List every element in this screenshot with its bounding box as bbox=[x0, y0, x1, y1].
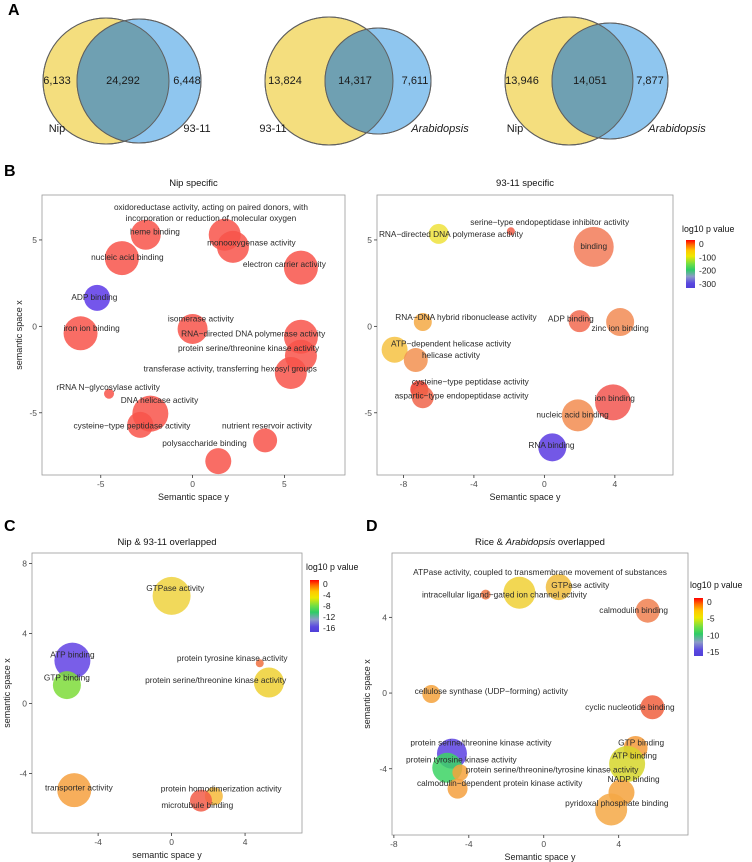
bubble-label: transferase activity, transferring hexosyl groups bbox=[143, 363, 317, 374]
x-tick-label: -4 bbox=[465, 839, 473, 849]
legend-tick-label: 0 bbox=[699, 239, 704, 249]
bubble bbox=[64, 316, 98, 350]
bubble-label: protein tyrosine kinase activity bbox=[405, 754, 517, 765]
bubble-label: pyridoxal phosphate binding bbox=[565, 797, 669, 808]
legend-tick-label: 0 bbox=[323, 579, 328, 589]
venn-nip-vs-arabidopsis bbox=[490, 12, 720, 162]
bubble-label: transporter activity bbox=[44, 782, 113, 793]
x-tick-label: 4 bbox=[242, 837, 248, 847]
legend-tick-label: -15 bbox=[707, 647, 720, 657]
chart-nip_specific bbox=[10, 170, 360, 515]
bubble-label: helicase activity bbox=[421, 349, 481, 360]
x-axis-title: Semantic space y bbox=[157, 492, 230, 502]
venn-right-count: 6,448 bbox=[173, 75, 201, 87]
legend-tick-label: -300 bbox=[699, 279, 717, 289]
bubble-label: DNA helicase activity bbox=[120, 394, 199, 405]
venn-left-label: Nip bbox=[506, 123, 524, 135]
legend-title: log10 p value bbox=[306, 562, 359, 572]
panel-a-label: A bbox=[8, 2, 20, 19]
venn-nip-vs-9311 bbox=[20, 12, 250, 162]
bubble-label: RNA−directed DNA polymerase activity bbox=[378, 228, 524, 239]
bubble-label: isomerase activity bbox=[167, 313, 234, 324]
x-axis-title: Semantic space y bbox=[504, 852, 576, 862]
annotation-label: incorporation or reduction of molecular oxygen bbox=[125, 212, 297, 223]
bubble-label: ATP binding bbox=[50, 649, 95, 660]
bubble-label: ion binding bbox=[594, 393, 635, 404]
venn-left-label: Nip bbox=[48, 123, 66, 135]
legend-tick-label: 0 bbox=[707, 597, 712, 607]
bubble-label: NADP binding bbox=[607, 774, 660, 785]
x-tick-label: 4 bbox=[612, 479, 618, 489]
venn-overlap-count: 14,051 bbox=[573, 75, 607, 87]
bubble-label: GTPase activity bbox=[146, 583, 205, 593]
panel-b-label: B bbox=[4, 163, 16, 180]
y-tick-label: 0 bbox=[382, 688, 387, 699]
venn-left-label: 93-11 bbox=[259, 123, 287, 135]
venn-overlap-count: 14,317 bbox=[338, 75, 372, 87]
legend-colorbar bbox=[310, 580, 319, 632]
bubble-label: GTPase activity bbox=[551, 580, 610, 591]
panel-c-label: C bbox=[4, 518, 16, 535]
legend-tick-label: -12 bbox=[323, 612, 336, 622]
venn-left-count: 13,824 bbox=[268, 75, 302, 87]
y-tick-label: 0 bbox=[22, 698, 27, 709]
annotation-label: oxidoreductase activity, acting on paired donors, with bbox=[113, 202, 308, 213]
bubble-label: monooxygenase activity bbox=[207, 237, 296, 248]
bubble-label: protein serine/threonine kinase activity bbox=[410, 737, 552, 748]
y-tick-label: -4 bbox=[379, 763, 387, 774]
bubble-label: ATP binding bbox=[612, 750, 657, 761]
bubble-label: ADP binding bbox=[71, 291, 118, 302]
x-tick-label: -5 bbox=[96, 479, 105, 489]
bubble-label: polysaccharide binding bbox=[162, 438, 247, 449]
bubble-label: GTP binding bbox=[43, 672, 90, 683]
x-axis-title: semantic space y bbox=[132, 850, 202, 860]
venn-9311-vs-arabidopsis bbox=[255, 12, 485, 162]
bubble-label: RNA−DNA hybrid ribonuclease activity bbox=[395, 311, 537, 322]
bubble-label: zinc ion binding bbox=[591, 323, 649, 334]
bubble-label: ATP−dependent helicase activity bbox=[391, 338, 511, 349]
bubble-label: nucleic acid binding bbox=[91, 252, 164, 263]
y-tick-label: 8 bbox=[22, 558, 27, 569]
bubble-label: microtubule binding bbox=[161, 800, 234, 810]
x-axis-title: Semantic space y bbox=[489, 492, 561, 502]
legend-tick-label: -5 bbox=[707, 613, 715, 624]
bubble-label: binding bbox=[580, 240, 608, 251]
legend-tick-label: -200 bbox=[699, 265, 717, 276]
y-tick-label: 4 bbox=[382, 612, 387, 623]
bubble-label: protein serine/threonine/tyrosine kinase activity bbox=[465, 764, 639, 775]
bubble-label: rRNA N−glycosylase activity bbox=[56, 381, 160, 392]
y-axis-title: semantic space x bbox=[2, 658, 12, 728]
chart-title: Nip specific bbox=[169, 178, 218, 189]
bubble-label: nucleic acid binding bbox=[536, 409, 609, 420]
chart-nip_9311_overlap bbox=[0, 528, 370, 862]
bubble-label: protein tyrosine kinase activity bbox=[176, 653, 288, 663]
x-tick-label: 0 bbox=[169, 837, 174, 847]
panel-d-label: D bbox=[366, 518, 378, 535]
x-tick-label: 4 bbox=[616, 839, 622, 849]
venn-right-label: Arabidopsis bbox=[411, 123, 469, 135]
x-tick-label: -8 bbox=[399, 479, 408, 489]
legend-tick-label: -16 bbox=[323, 623, 336, 633]
y-tick-label: -5 bbox=[29, 407, 37, 418]
y-tick-label: 0 bbox=[367, 321, 372, 332]
x-tick-label: -8 bbox=[390, 839, 398, 849]
legend-tick-label: -10 bbox=[707, 630, 720, 641]
venn-overlap-count: 24,292 bbox=[106, 75, 140, 87]
annotation-label: ATPase activity, coupled to transmembrane movement of substances bbox=[413, 566, 667, 577]
y-axis-title: semantic space x bbox=[362, 659, 372, 729]
bubble-label: aspartic−type endopeptidase activity bbox=[394, 390, 529, 401]
x-tick-label: 5 bbox=[282, 479, 287, 489]
y-tick-label: 5 bbox=[367, 234, 372, 245]
bubble-label: serine−type endopeptidase inhibitor activity bbox=[470, 216, 630, 227]
bubble-label: GTP binding bbox=[618, 737, 665, 748]
bubble-label: cysteine−type peptidase activity bbox=[73, 420, 191, 431]
bubble-label: cellulose synthase (UDP−forming) activity bbox=[414, 686, 568, 697]
bubble-label: calmodulin−dependent protein kinase activity bbox=[417, 777, 583, 788]
y-tick-label: -5 bbox=[364, 407, 372, 418]
x-tick-label: 0 bbox=[542, 479, 547, 489]
chart-rice_arab_overlap bbox=[360, 528, 752, 862]
legend-colorbar bbox=[694, 598, 703, 656]
legend-tick-label: -4 bbox=[323, 590, 331, 600]
bubble-label: electron carrier activity bbox=[242, 259, 326, 270]
chart-title: 93-11 specific bbox=[496, 178, 554, 189]
legend-tick-label: -8 bbox=[323, 601, 331, 611]
bubble-label: protein homodimerization activity bbox=[160, 783, 282, 794]
x-tick-label: -4 bbox=[94, 837, 102, 847]
bubble-label: calmodulin binding bbox=[599, 604, 669, 615]
bubble-label: ADP binding bbox=[547, 313, 594, 324]
venn-left-count: 13,946 bbox=[505, 75, 539, 87]
bubble-label: heme binding bbox=[130, 226, 180, 237]
chart-title: Nip & 93-11 overlapped bbox=[117, 537, 217, 548]
y-tick-label: -4 bbox=[19, 768, 27, 779]
bubble-label: nutrient reservoir activity bbox=[221, 420, 312, 431]
y-tick-label: 4 bbox=[22, 628, 27, 639]
legend-title: log10 p value bbox=[690, 580, 743, 590]
bubble bbox=[253, 428, 277, 452]
bubble-label: RNA binding bbox=[528, 439, 575, 450]
venn-right-count: 7,611 bbox=[401, 75, 429, 87]
venn-right-label: 93-11 bbox=[183, 123, 211, 135]
legend-title: log10 p value bbox=[682, 224, 735, 234]
bubble-label: protein serine/threonine kinase activity bbox=[145, 674, 287, 685]
x-tick-label: 0 bbox=[541, 839, 547, 849]
chart-s9311_specific bbox=[360, 170, 752, 515]
bubble-label: RNA−directed DNA polymerase activity bbox=[181, 328, 326, 339]
bubble-label: cysteine−type peptidase activity bbox=[411, 376, 529, 387]
x-tick-label: 0 bbox=[190, 479, 195, 489]
venn-right-count: 7,877 bbox=[636, 75, 664, 87]
legend-colorbar bbox=[686, 240, 695, 288]
chart-title: Rice & Arabidopsis overlapped bbox=[475, 537, 605, 548]
x-tick-label: -4 bbox=[470, 479, 478, 489]
bubble-label: protein serine/threonine kinase activity bbox=[178, 342, 320, 353]
bubble-label: intracellular ligand−gated ion channel activity bbox=[421, 589, 587, 600]
bubble-label: iron ion binding bbox=[63, 323, 120, 334]
legend-tick-label: -100 bbox=[699, 252, 717, 263]
y-tick-label: 5 bbox=[32, 234, 37, 245]
y-tick-label: 0 bbox=[32, 321, 37, 332]
venn-left-count: 6,133 bbox=[43, 75, 71, 87]
y-axis-title: semantic space x bbox=[14, 300, 24, 370]
bubble bbox=[205, 448, 231, 474]
venn-right-label: Arabidopsis bbox=[648, 123, 706, 135]
bubble-label: cyclic nucleotide binding bbox=[585, 702, 675, 713]
